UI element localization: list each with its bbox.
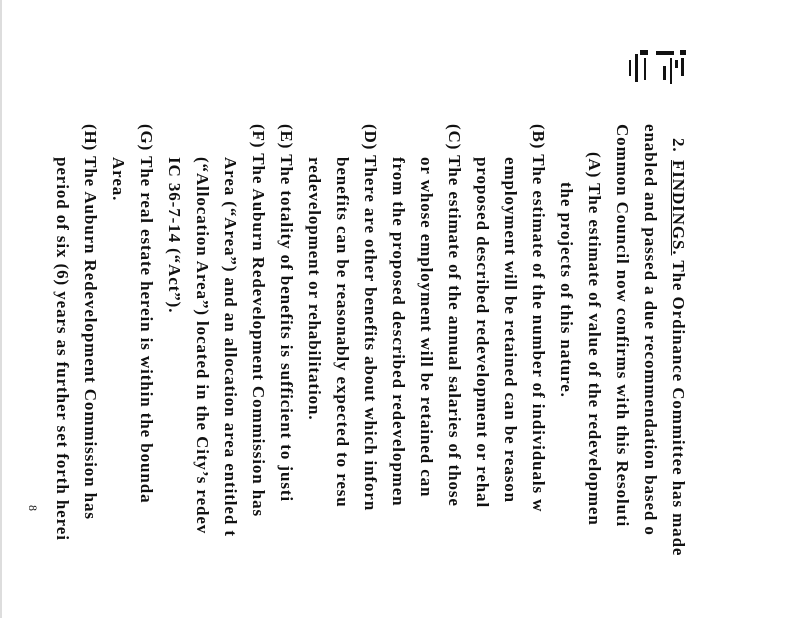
item-label: (A): [585, 152, 604, 179]
item-line: (“Allocation Area”) located in the City’s redev: [193, 157, 212, 535]
item-line: benefits can be reasonably expected to resu: [333, 157, 352, 508]
item-line: The estimate of value of the redevelopmen: [585, 183, 604, 526]
section-intro-line: enabled and passed a due recommendation based o: [641, 124, 660, 536]
item-line: Area.: [109, 157, 128, 202]
item-label: (D): [361, 124, 380, 151]
item-line: Area (“Area”) and an allocation area entitled t: [221, 157, 240, 537]
item-line: The estimate of the annual salaries of those: [445, 155, 464, 507]
item-line: from the proposed described redevelopmen: [389, 157, 408, 507]
item-line: The real estate herein is within the bounda: [137, 156, 156, 504]
section-heading: FINDINGS.: [669, 160, 688, 256]
item-line: IC 36-7-14 (“Act”).: [165, 157, 184, 314]
item-line: The Auburn Redevelopment Commission has: [249, 153, 268, 518]
item-label: (C): [445, 124, 464, 151]
item-line: There are other benefits about which inforn: [361, 155, 380, 512]
item-label: (G): [137, 124, 156, 152]
item-label: (E): [277, 124, 296, 150]
item-line: redevelopment or rehabilitation.: [305, 157, 324, 421]
section-intro-line: The Ordinance Committee has made: [669, 260, 688, 557]
item-line: employment will be retained can be reason: [501, 157, 520, 504]
item-line: period of six (6) years as further set forth herei: [53, 157, 72, 541]
page-number: 8: [26, 505, 40, 511]
item-line: The totality of benefits is sufficient to justi: [277, 154, 296, 503]
item-line: The estimate of the number of individuals w: [529, 154, 548, 513]
section-intro-line: Common Council now confirms with this Resoluti: [613, 124, 632, 528]
item-label: (H): [81, 124, 100, 152]
section-number: 2.: [669, 138, 688, 153]
item-label: (B): [529, 124, 548, 150]
item-line: or whose employment will be retained can: [417, 157, 436, 498]
item-label: (F): [249, 124, 268, 149]
item-line: the projects of this nature.: [557, 182, 576, 398]
item-line: proposed described redevelopment or rehal: [473, 157, 492, 509]
item-line: The Auburn Redevelopment Commission has: [81, 156, 100, 520]
scan-artifact-mark: [618, 48, 688, 88]
